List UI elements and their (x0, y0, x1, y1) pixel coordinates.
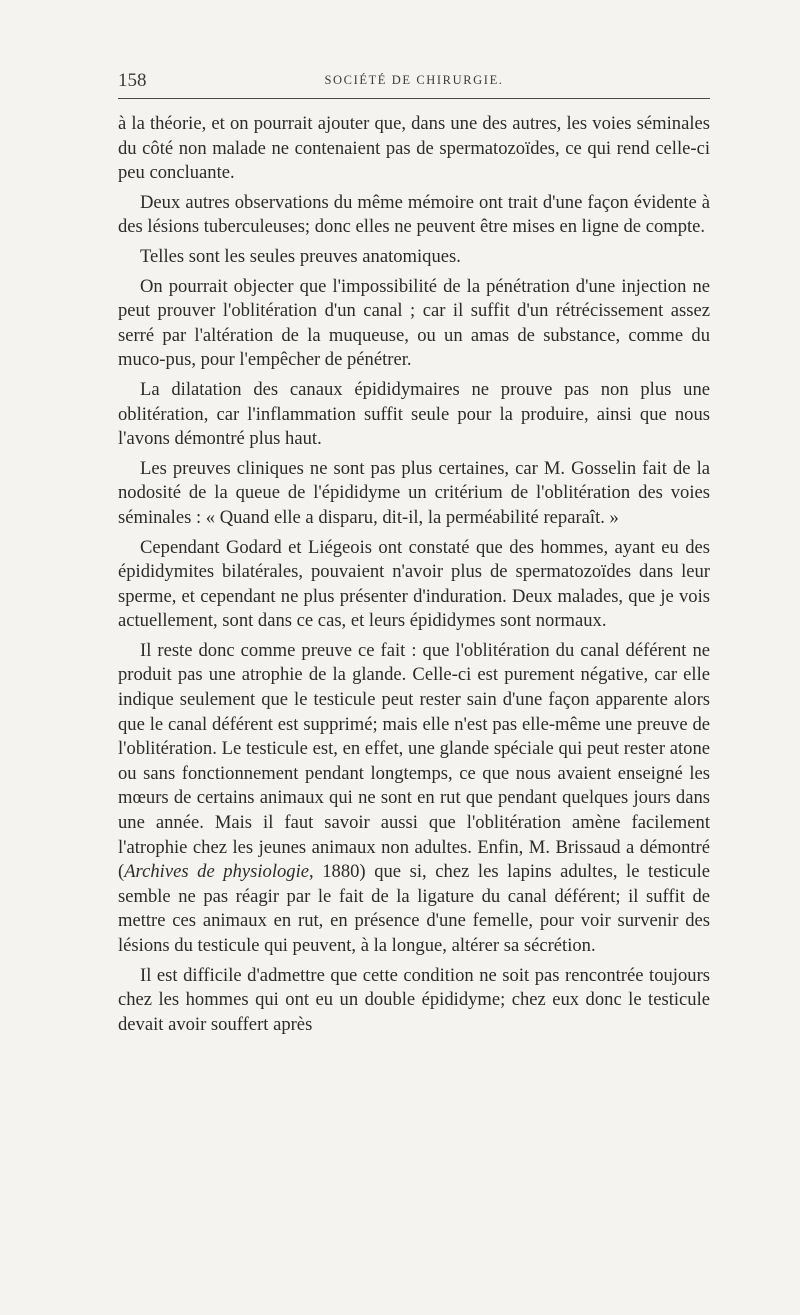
page-number: 158 (118, 70, 147, 91)
paragraph-5 (118, 378, 710, 452)
page-header (118, 62, 710, 99)
paragraph-9 (118, 964, 710, 1038)
journal-title: Archives de physiologie (124, 861, 310, 883)
paragraph-7 (118, 536, 710, 634)
paragraph-text: Il est difficile d'admettre que cette condition ne soit pas rencontrée toujours chez les hommes qui ont eu un double épididyme; chez eux donc le testicule devait avoir souffert après (118, 964, 710, 1035)
paragraph-2 (118, 191, 710, 240)
running-title: SOCIÉTÉ DE CHIRURGIE. (324, 73, 504, 87)
paragraph-text: On pourrait objecter que l'impossibilité de la pénétration d'une injection ne peut prouver l'oblitération d'un canal ; car il suffit d'un rétrécissement assez serré par l'altération de la muqueuse, ou un amas de substance, comme du muco-pus, pour l'empêcher de pénétrer. (118, 275, 710, 371)
paragraph-text: Les preuves cliniques ne sont pas plus certaines, car M. Gosselin fait de la nodosité de la queue de l'épididyme un critérium de l'oblitération des voies séminales : « Quand elle a disparu, dit-il, la perméabilité reparaît. » (118, 457, 710, 528)
body-text (118, 112, 710, 1037)
paragraph-text: Cependant Godard et Liégeois ont constaté que des hommes, ayant eu des épididymites bilatérales, pouvaient n'avoir plus de spermatozoïdes dans leur sperme, et cependant ne plus présenter d'induration. Deux malades, que je vois actuellement, sont dans ce cas, et leurs épididymes sont normaux. (118, 536, 710, 632)
paragraph-1 (118, 112, 710, 186)
paragraph-8 (118, 639, 710, 959)
paragraph-text-continued: , 1880) que si, chez les lapins adultes, le testicule semble ne pas réagir par le fait de la ligature du canal déférent; il suffit de mettre ces animaux en rut, en présence d'une femelle, pour voir survenir des lésions du testicule qui peuvent, à la longue, altérer sa sécrétion. (118, 861, 711, 956)
paragraph-4 (118, 275, 710, 373)
paragraph-text: à la théorie, et on pourrait ajouter que, dans une des autres, les voies séminales du côté non malade ne contenaient pas de spermatozoïdes, ce qui rend celle-ci peu concluante. (118, 113, 710, 184)
paragraph-text: Deux autres observations du même mémoire ont trait d'une façon évidente à des lésions tuberculeuses; donc elles ne peuvent être mises en ligne de compte. (118, 191, 710, 238)
paragraph-text: Il reste donc comme preuve ce fait : que l'oblitération du canal déférent ne produit pas une atrophie de la glande. Celle-ci est purement négative, car elle indique seulement que le testicule peut rester sain d'une façon apparente alors que le canal déférent est supprimé; mais elle n'est pas elle-même une preuve de l'oblitération. Le testicule est, en effet, une glande spéciale qui peut rester atone ou sans fonctionnement pendant longtemps, ce que nous avaient enseigné les mœurs de certains animaux qui ne sont en rut que pendant quelques jours dans une année. Mais il faut savoir aussi que l'oblitération amène facilement l'atrophie chez les jeunes animaux non adultes. Enfin, M. Brissaud a démontré ( (118, 639, 710, 883)
paragraph-text: La dilatation des canaux épididymaires ne prouve pas non plus une oblitération, car l'inflammation suffit seule pour la produire, ainsi que nous l'avons démontré plus haut. (118, 378, 710, 450)
paragraph-3 (118, 245, 710, 270)
paragraph-6 (118, 457, 710, 531)
paragraph-text: Telles sont les seules preuves anatomiques. (140, 245, 461, 267)
